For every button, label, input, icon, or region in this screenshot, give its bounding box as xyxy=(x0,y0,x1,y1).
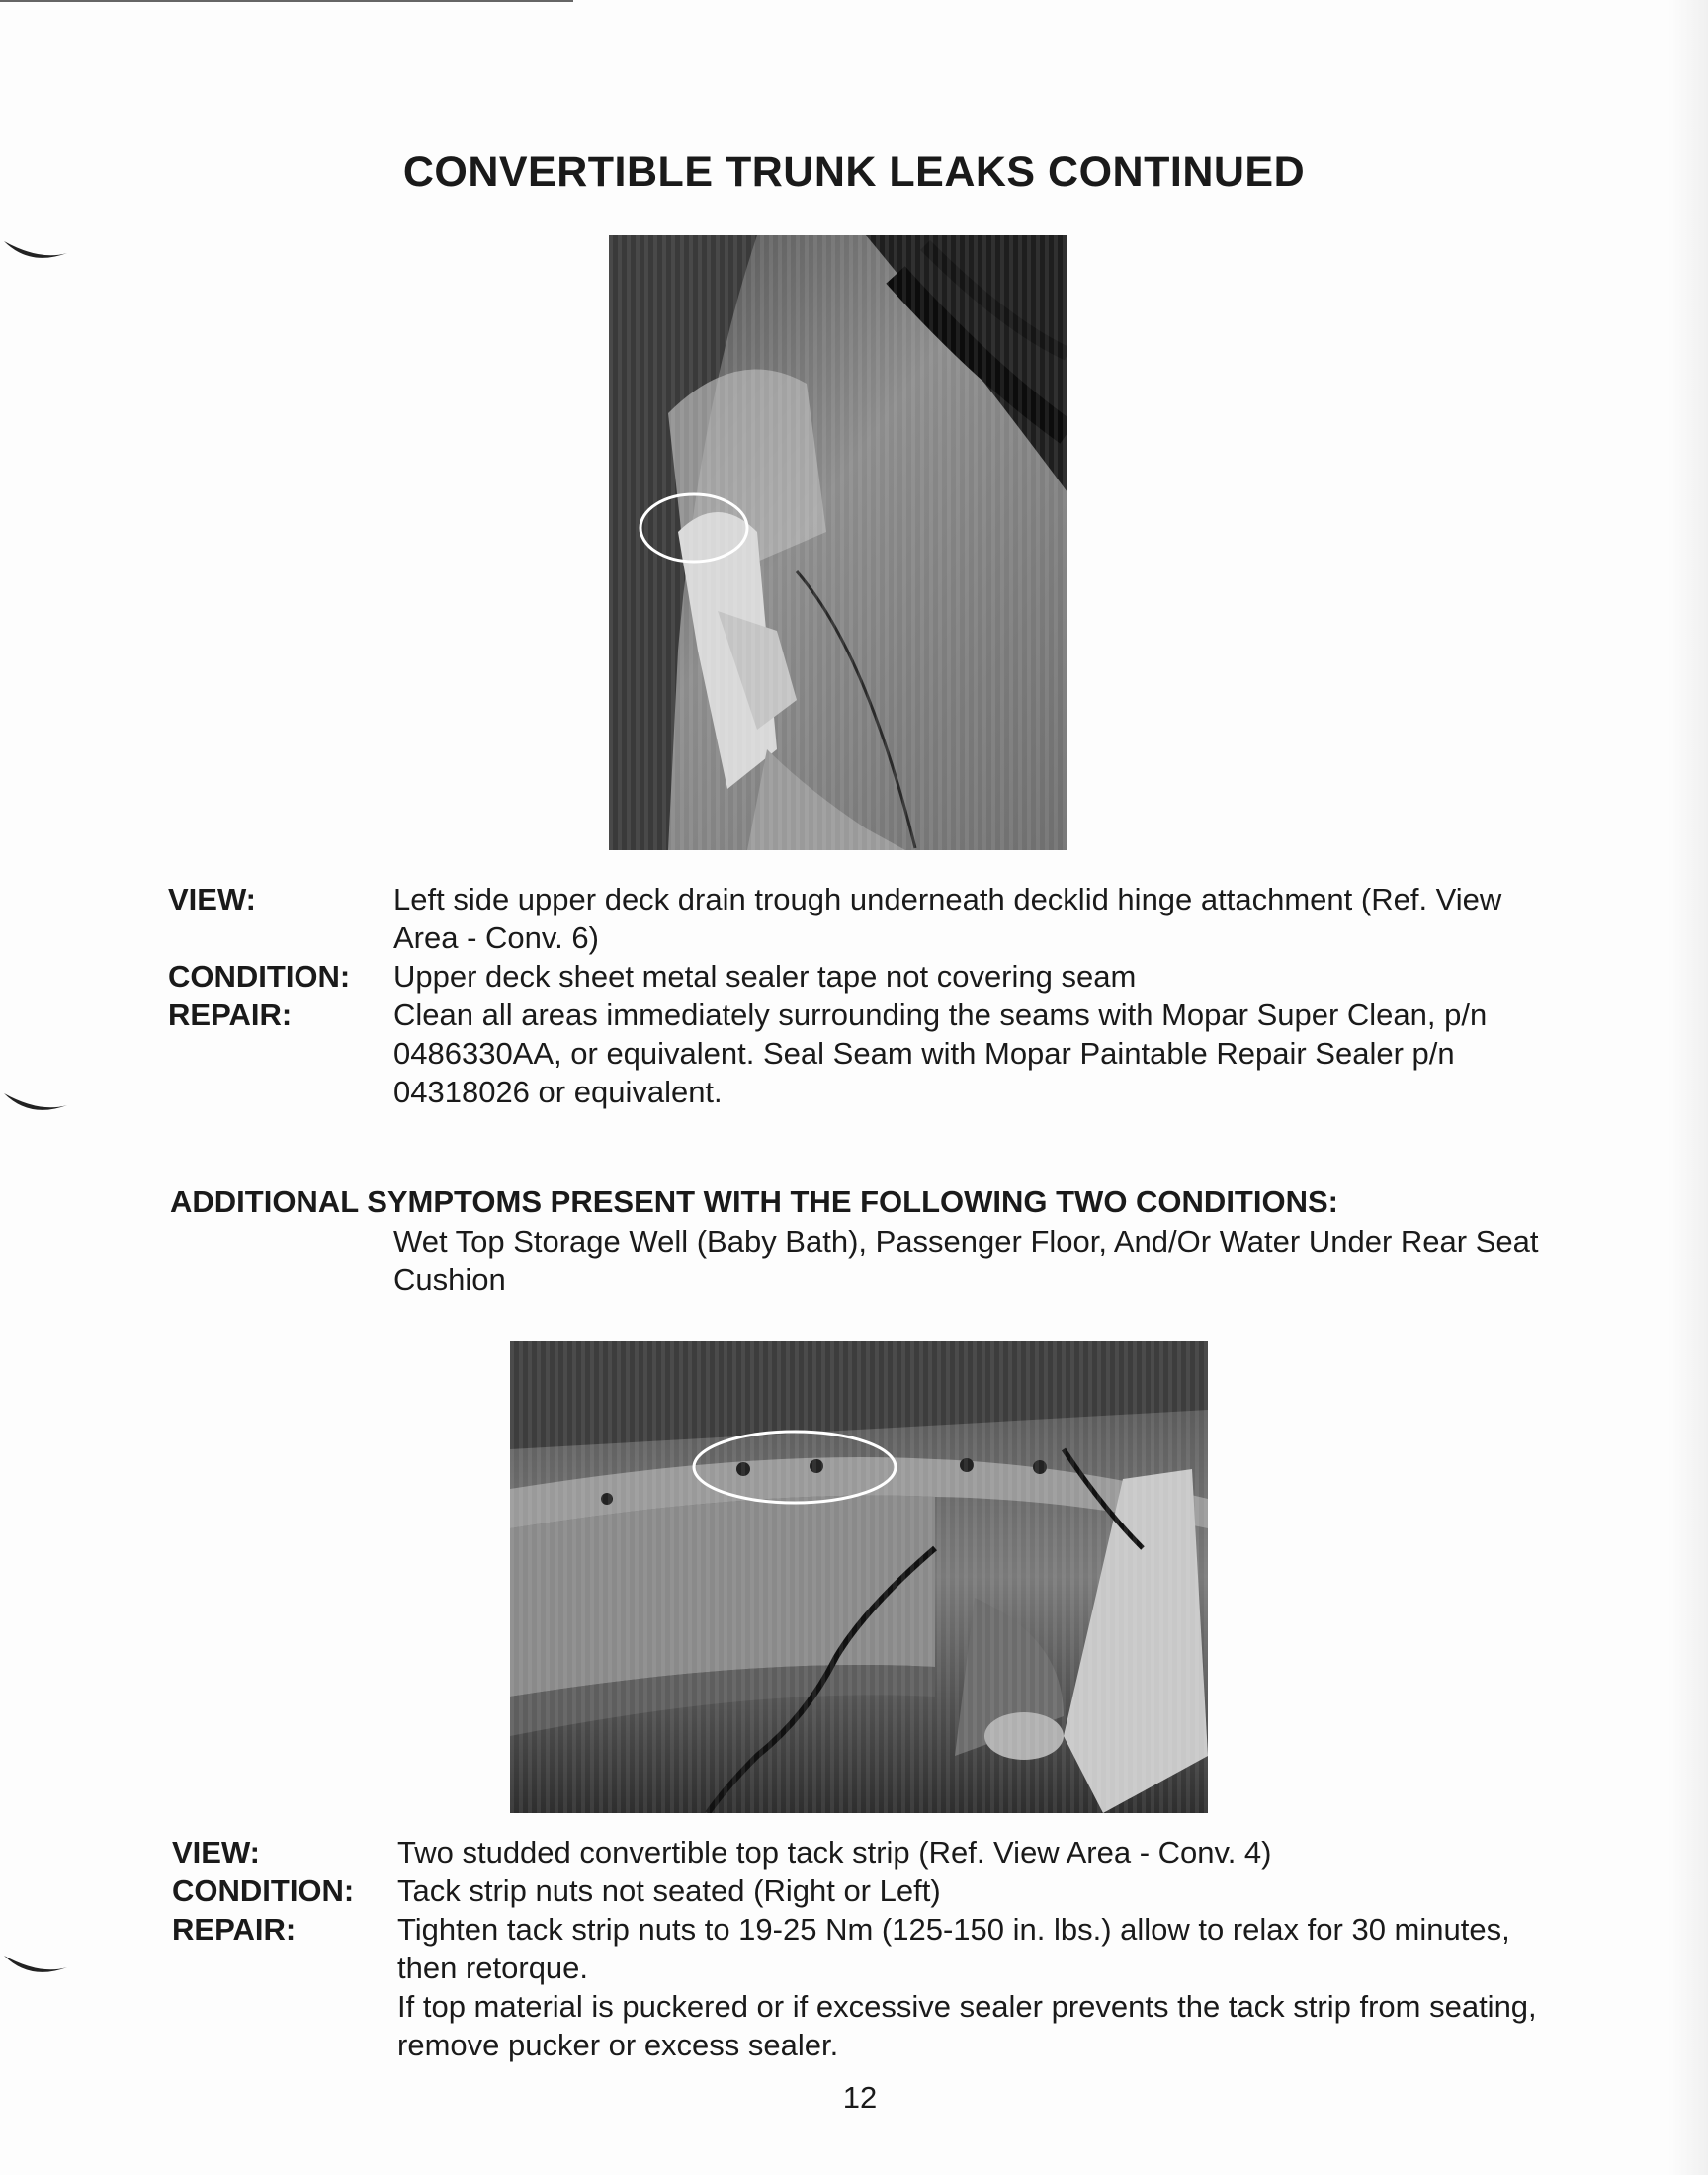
section1-view-row xyxy=(168,880,1552,957)
condition-label: CONDITION: xyxy=(168,959,351,994)
repair-text-line-1: Tighten tack strip nuts to 19-25 Nm (125-150 in. lbs.) allow to relax for 30 minutes, then retorque. xyxy=(397,1912,1510,1985)
binder-hole-mark xyxy=(0,1948,71,1983)
photo-decklid-hinge xyxy=(609,235,1068,850)
binder-hole-mark xyxy=(0,1086,71,1121)
repair-label: REPAIR: xyxy=(172,1912,297,1947)
page-title: CONVERTIBLE TRUNK LEAKS CONTINUED xyxy=(402,148,1306,196)
section2-view-row xyxy=(172,1833,1556,1871)
condition-text: Tack strip nuts not seated (Right or Left) xyxy=(397,1873,941,1908)
page-edge-shadow xyxy=(1668,0,1708,2175)
repair-text xyxy=(397,1910,1556,2064)
view-text: Left side upper deck drain trough underneath decklid hinge attachment (Ref. View Area - Conv. 6) xyxy=(393,882,1502,955)
view-label: VIEW: xyxy=(168,882,256,916)
additional-symptoms-heading: ADDITIONAL SYMPTOMS PRESENT WITH THE FOLLOWING TWO CONDITIONS: xyxy=(170,1184,1338,1219)
section2-repair-row xyxy=(172,1910,1556,2064)
scan-top-line xyxy=(0,0,573,2)
section1-condition-row xyxy=(168,957,1552,996)
repair-label: REPAIR: xyxy=(168,998,293,1032)
page-number: 12 xyxy=(842,2080,878,2115)
section2-condition-row xyxy=(172,1871,1556,1910)
section1-repair-row xyxy=(168,996,1552,1111)
additional-symptoms-text: Wet Top Storage Well (Baby Bath), Passenger Floor, And/Or Water Under Rear Seat Cushion xyxy=(393,1224,1539,1297)
repair-text: Clean all areas immediately surrounding the seams with Mopar Super Clean, p/n 0486330AA, or equivalent. Seal Seam with Mopar Paintable Repair Sealer p/n 04318026 or equivalent. xyxy=(393,998,1488,1109)
additional-symptoms-text-block xyxy=(168,1222,1552,1299)
binder-hole-mark xyxy=(0,233,71,269)
section2-details xyxy=(172,1833,1556,2064)
view-label: VIEW: xyxy=(172,1835,260,1870)
repair-text-line-2: If top material is puckered or if excessive sealer prevents the tack strip from seating, remove pucker or excess sealer. xyxy=(397,1989,1537,2062)
section1-details xyxy=(168,880,1552,1111)
photo-tack-strip xyxy=(510,1341,1208,1813)
condition-label: CONDITION: xyxy=(172,1873,355,1908)
view-text: Two studded convertible top tack strip (Ref. View Area - Conv. 4) xyxy=(397,1835,1272,1870)
condition-text: Upper deck sheet metal sealer tape not covering seam xyxy=(393,959,1137,994)
